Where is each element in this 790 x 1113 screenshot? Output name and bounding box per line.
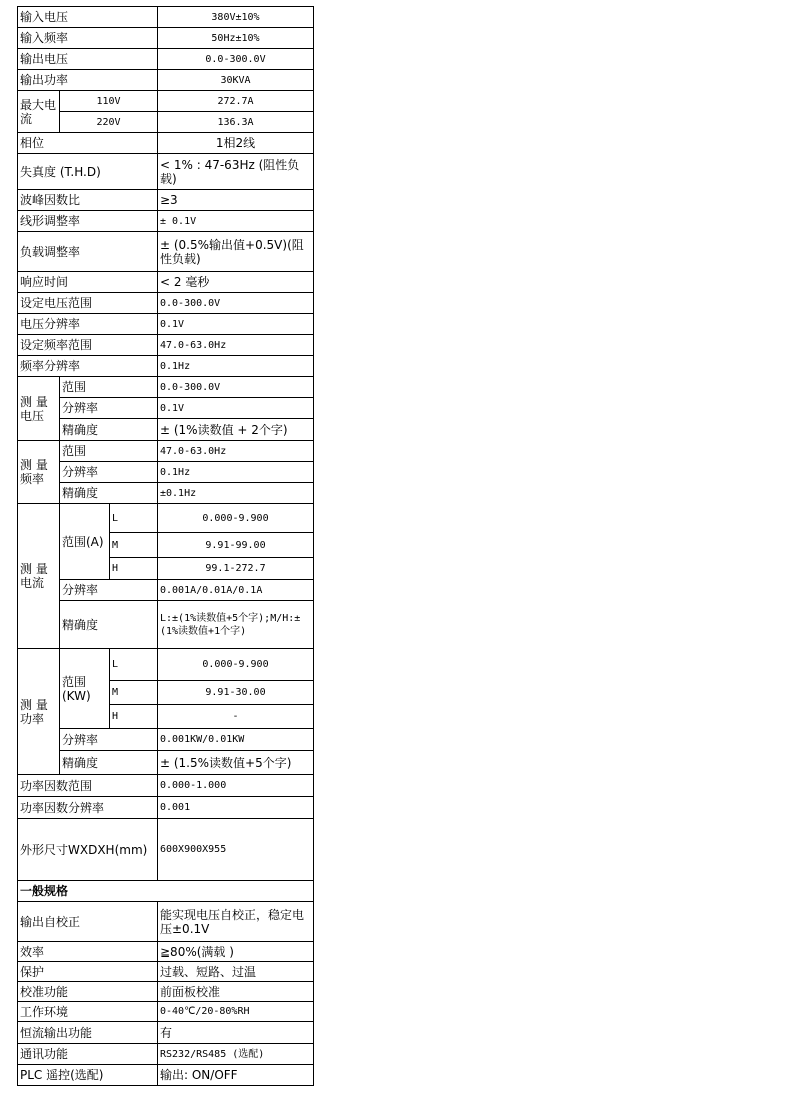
table-row: [18, 962, 314, 982]
spec-sublabel: 精确度: [60, 601, 158, 649]
spec-value: 0.001: [158, 797, 314, 819]
spec-label: 校准功能: [18, 982, 158, 1002]
table-row: [18, 190, 314, 211]
spec-label: 外形尺寸WXDXH(mm): [18, 819, 158, 881]
spec-sublabel: 范围(A): [60, 504, 110, 580]
table-row: [18, 1002, 314, 1022]
spec-value: 0.1V: [158, 398, 314, 419]
spec-label: 功率因数范围: [18, 775, 158, 797]
table-row: [18, 398, 314, 419]
table-row: [18, 133, 314, 154]
table-row: [18, 1044, 314, 1065]
range-code: M: [110, 681, 158, 705]
spec-value: -: [158, 705, 314, 729]
spec-label: 电压分辨率: [18, 314, 158, 335]
table-row: [18, 335, 314, 356]
spec-value: RS232/RS485 (选配): [158, 1044, 314, 1065]
spec-label: 输出电压: [18, 49, 158, 70]
spec-sublabel: 精确度: [60, 751, 158, 775]
spec-value: 380V±10%: [158, 7, 314, 28]
spec-label: 波峰因数比: [18, 190, 158, 211]
table-row: [18, 154, 314, 190]
table-row: [18, 49, 314, 70]
spec-label: 功率因数分辨率: [18, 797, 158, 819]
spec-label: 频率分辨率: [18, 356, 158, 377]
spec-label: 恒流输出功能: [18, 1022, 158, 1044]
spec-value: ± (0.5%输出值+0.5V)(阻性负载): [158, 232, 314, 272]
table-row: [18, 28, 314, 49]
spec-value: 0.000-9.900: [158, 649, 314, 681]
table-row: [18, 982, 314, 1002]
spec-group-label: 测 量频率: [18, 441, 60, 504]
spec-sublabel: 分辨率: [60, 729, 158, 751]
range-code: L: [110, 649, 158, 681]
spec-value: 47.0-63.0Hz: [158, 441, 314, 462]
table-row: [18, 1022, 314, 1044]
spec-label: 输入频率: [18, 28, 158, 49]
spec-value: 0.1V: [158, 314, 314, 335]
spec-value: ± (1.5%读数值+5个字): [158, 751, 314, 775]
spec-label: 失真度 (T.H.D): [18, 154, 158, 190]
table-row: [18, 504, 314, 533]
table-row: [18, 1065, 314, 1086]
table-row: [18, 377, 314, 398]
spec-group-label: 测 量电流: [18, 504, 60, 649]
spec-label: 相位: [18, 133, 158, 154]
spec-label: PLC 遥控(选配): [18, 1065, 158, 1086]
spec-value: 输出: ON/OFF: [158, 1065, 314, 1086]
spec-label: 输出自校正: [18, 902, 158, 942]
table-row: [18, 91, 314, 112]
spec-value: 50Hz±10%: [158, 28, 314, 49]
table-row: [18, 819, 314, 881]
spec-group-label: 测 量功率: [18, 649, 60, 775]
table-row: [18, 797, 314, 819]
table-row: [18, 356, 314, 377]
range-code: H: [110, 558, 158, 580]
spec-value: 9.91-99.00: [158, 533, 314, 558]
spec-value: ±0.1Hz: [158, 483, 314, 504]
spec-value: 能实现电压自校正，稳定电压±0.1V: [158, 902, 314, 942]
spec-label: 输出功率: [18, 70, 158, 91]
spec-label: 通讯功能: [18, 1044, 158, 1065]
range-code: H: [110, 705, 158, 729]
spec-label: 设定频率范围: [18, 335, 158, 356]
spec-label: 响应时间: [18, 272, 158, 293]
spec-value: L:±(1%读数值+5个字);M/H:± (1%读数值+1个字): [158, 601, 314, 649]
spec-sublabel: 精确度: [60, 419, 158, 441]
spec-sublabel: 范围: [60, 377, 158, 398]
spec-sublabel: 分辨率: [60, 462, 158, 483]
spec-group-label: 测 量电压: [18, 377, 60, 441]
spec-label: 最大电流: [18, 91, 60, 133]
table-row: [18, 112, 314, 133]
spec-value: ± (1%读数值 + 2个字): [158, 419, 314, 441]
table-row: [18, 751, 314, 775]
table-row: [18, 775, 314, 797]
spec-value: 0.0-300.0V: [158, 49, 314, 70]
table-row: [18, 649, 314, 681]
spec-label: 线形调整率: [18, 211, 158, 232]
spec-value: 99.1-272.7: [158, 558, 314, 580]
table-row: [18, 902, 314, 942]
spec-label: 效率: [18, 942, 158, 962]
spec-value: < 2 毫秒: [158, 272, 314, 293]
spec-sublabel: 分辨率: [60, 398, 158, 419]
table-row: [18, 729, 314, 751]
spec-value: < 1% : 47-63Hz (阻性负载): [158, 154, 314, 190]
spec-value: 0-40℃/20-80%RH: [158, 1002, 314, 1022]
spec-value: ≥3: [158, 190, 314, 211]
table-row: [18, 7, 314, 28]
table-row: [18, 70, 314, 91]
table-row: [18, 942, 314, 962]
table-row: [18, 272, 314, 293]
range-code: L: [110, 504, 158, 533]
spec-label: 工作环境: [18, 1002, 158, 1022]
range-code: M: [110, 533, 158, 558]
spec-table: [17, 6, 314, 1086]
table-row: [18, 580, 314, 601]
spec-value: 前面板校准: [158, 982, 314, 1002]
spec-sublabel: 分辨率: [60, 580, 158, 601]
section-header: 一般规格: [18, 881, 314, 902]
spec-value: 0.000-9.900: [158, 504, 314, 533]
table-row: [18, 232, 314, 272]
spec-value: 过载、短路、过温: [158, 962, 314, 982]
spec-value: 0.001A/0.01A/0.1A: [158, 580, 314, 601]
spec-value: 有: [158, 1022, 314, 1044]
spec-value: 9.91-30.00: [158, 681, 314, 705]
spec-label: 输入电压: [18, 7, 158, 28]
table-row: [18, 211, 314, 232]
spec-value: 136.3A: [158, 112, 314, 133]
table-row: [18, 462, 314, 483]
spec-sublabel: 精确度: [60, 483, 158, 504]
spec-value: 30KVA: [158, 70, 314, 91]
table-row: [18, 314, 314, 335]
spec-value: 0.1Hz: [158, 356, 314, 377]
table-row: [18, 441, 314, 462]
spec-value: 0.000-1.000: [158, 775, 314, 797]
table-row: [18, 419, 314, 441]
spec-value: 0.0-300.0V: [158, 293, 314, 314]
spec-value: 600X900X955: [158, 819, 314, 881]
spec-label: 负载调整率: [18, 232, 158, 272]
spec-sublabel: 220V: [60, 112, 158, 133]
spec-value: 0.001KW/0.01KW: [158, 729, 314, 751]
table-row: [18, 293, 314, 314]
spec-value: 272.7A: [158, 91, 314, 112]
spec-value: ≧80%(满载 ): [158, 942, 314, 962]
spec-label: 设定电压范围: [18, 293, 158, 314]
spec-label: 保护: [18, 962, 158, 982]
table-row: [18, 881, 314, 902]
spec-value: 1相2线: [158, 133, 314, 154]
table-row: [18, 601, 314, 649]
spec-value: 47.0-63.0Hz: [158, 335, 314, 356]
table-row: [18, 483, 314, 504]
spec-value: ± 0.1V: [158, 211, 314, 232]
spec-sublabel: 范围 (KW): [60, 649, 110, 729]
spec-value: 0.1Hz: [158, 462, 314, 483]
spec-sublabel: 范围: [60, 441, 158, 462]
spec-value: 0.0-300.0V: [158, 377, 314, 398]
spec-sublabel: 110V: [60, 91, 158, 112]
